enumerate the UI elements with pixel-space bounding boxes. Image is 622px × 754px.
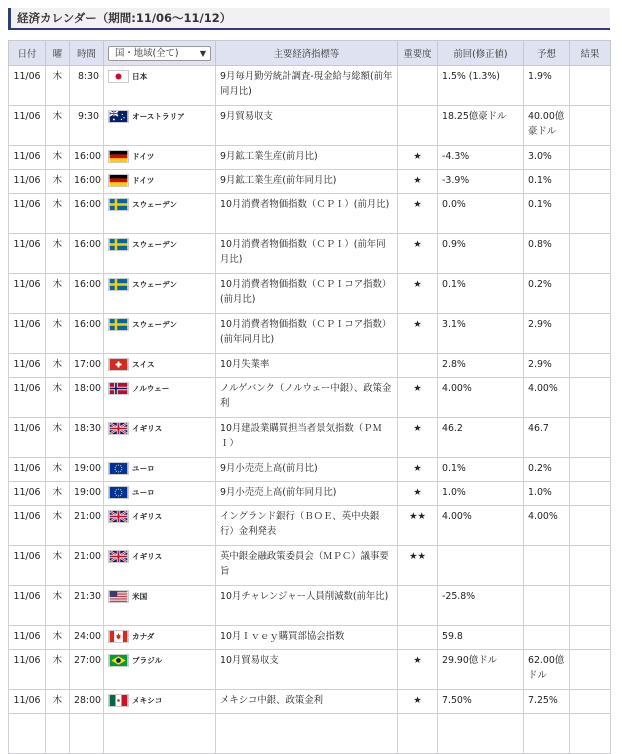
country-name: イギリス: [132, 512, 163, 521]
table-row: [9, 650, 611, 690]
result-cell: [570, 650, 611, 690]
table-row: [9, 690, 611, 714]
weekday-cell: 木: [46, 506, 70, 546]
date-cell: 11/06: [9, 194, 46, 234]
table-row: [9, 194, 611, 234]
weekday-cell: 木: [46, 354, 70, 378]
col-importance: 重要度: [398, 41, 438, 66]
table-row: [9, 354, 611, 378]
forecast-cell: 0.8%: [524, 234, 570, 274]
previous-cell: 0.1%: [438, 274, 524, 314]
flag-uk-icon: [108, 550, 129, 563]
country-name: イギリス: [132, 552, 163, 561]
result-cell: [570, 714, 611, 754]
forecast-cell: 1.9%: [524, 66, 570, 106]
weekday-cell: 木: [46, 66, 70, 106]
country-cell: [104, 170, 216, 194]
forecast-cell: [524, 546, 570, 586]
country-name: スウェーデン: [132, 240, 178, 249]
country-label: [108, 149, 211, 164]
date-cell: 11/06: [9, 354, 46, 378]
result-cell: [570, 690, 611, 714]
country-cell: [104, 586, 216, 626]
indicator-cell: ノルゲバンク（ノルウェー中銀）、政策金利: [216, 378, 398, 418]
country-name: 日本: [132, 72, 148, 81]
time-cell: 8:30: [70, 66, 104, 106]
table-row: [9, 146, 611, 170]
col-country: [104, 41, 216, 66]
col-result: 結果: [570, 41, 611, 66]
result-cell: [570, 170, 611, 194]
date-cell: 11/06: [9, 626, 46, 650]
country-label: [108, 381, 211, 396]
country-name: ブラジル: [132, 656, 163, 665]
country-cell: [104, 354, 216, 378]
date-cell: 11/06: [9, 586, 46, 626]
flag-jp-icon: [108, 70, 129, 83]
forecast-cell: 4.00%: [524, 506, 570, 546]
forecast-cell: 4.00%: [524, 378, 570, 418]
date-cell: 11/06: [9, 106, 46, 146]
previous-cell: 1.5% (1.3%): [438, 66, 524, 106]
country-label: [108, 317, 211, 332]
country-name: オーストラリア: [132, 112, 185, 121]
previous-cell: 4.00%: [438, 378, 524, 418]
indicator-cell: 10月消費者物価指数（ＣＰＩコア指数）(前月比): [216, 274, 398, 314]
country-cell: [104, 194, 216, 234]
time-cell: 17:00: [70, 354, 104, 378]
date-cell: 11/06: [9, 458, 46, 482]
country-cell: [104, 106, 216, 146]
country-label: [108, 693, 211, 708]
country-label: [108, 237, 211, 252]
table-row: [9, 546, 611, 586]
table-row: [9, 482, 611, 506]
flag-no-icon: [108, 382, 129, 395]
result-cell: [570, 506, 611, 546]
result-cell: [570, 458, 611, 482]
country-cell: [104, 146, 216, 170]
country-name: スウェーデン: [132, 280, 178, 289]
forecast-cell: 62.00億ドル: [524, 650, 570, 690]
importance-cell: [398, 354, 438, 378]
col-date: 日付: [9, 41, 46, 66]
country-cell: [104, 690, 216, 714]
country-cell: [104, 506, 216, 546]
forecast-cell: 2.9%: [524, 354, 570, 378]
time-cell: 9:30: [70, 106, 104, 146]
country-name: スウェーデン: [132, 200, 178, 209]
indicator-cell: 10月貿易収支: [216, 650, 398, 690]
previous-cell: 59.8: [438, 626, 524, 650]
time-cell: 24:00: [70, 626, 104, 650]
weekday-cell: 木: [46, 274, 70, 314]
result-cell: [570, 314, 611, 354]
table-row: [9, 714, 611, 754]
country-cell: [104, 714, 216, 754]
country-name: ドイツ: [132, 152, 155, 161]
result-cell: [570, 354, 611, 378]
time-cell: 18:30: [70, 418, 104, 458]
result-cell: [570, 146, 611, 170]
weekday-cell: 木: [46, 194, 70, 234]
table-row: [9, 106, 611, 146]
importance-cell: ★: [398, 274, 438, 314]
previous-cell: 0.0%: [438, 194, 524, 234]
country-label: [108, 421, 211, 436]
country-label: [108, 69, 211, 84]
country-label: [108, 589, 211, 604]
importance-cell: ★: [398, 146, 438, 170]
time-cell: [70, 714, 104, 754]
importance-cell: [398, 626, 438, 650]
flag-eu-icon: [108, 486, 129, 499]
weekday-cell: 木: [46, 234, 70, 274]
country-label: [108, 197, 211, 212]
importance-cell: ★: [398, 690, 438, 714]
result-cell: [570, 626, 611, 650]
date-cell: 11/06: [9, 66, 46, 106]
time-cell: 21:00: [70, 506, 104, 546]
time-cell: 16:00: [70, 314, 104, 354]
importance-cell: ★★: [398, 506, 438, 546]
flag-se-icon: [108, 238, 129, 251]
forecast-cell: [524, 714, 570, 754]
indicator-cell: 10月Ｉｖｅｙ購買部協会指数: [216, 626, 398, 650]
weekday-cell: 木: [46, 458, 70, 482]
table-row: [9, 458, 611, 482]
flag-se-icon: [108, 198, 129, 211]
time-cell: 19:00: [70, 482, 104, 506]
flag-se-icon: [108, 318, 129, 331]
weekday-cell: 木: [46, 106, 70, 146]
time-cell: 19:00: [70, 458, 104, 482]
flag-ca-icon: [108, 630, 129, 643]
time-cell: 21:30: [70, 586, 104, 626]
table-row: [9, 626, 611, 650]
date-cell: 11/06: [9, 170, 46, 194]
country-cell: [104, 314, 216, 354]
forecast-cell: 2.9%: [524, 314, 570, 354]
time-cell: 18:00: [70, 378, 104, 418]
previous-cell: [438, 714, 524, 754]
flag-de-icon: [108, 174, 129, 187]
country-name: ユーロ: [132, 464, 155, 473]
importance-cell: ★: [398, 170, 438, 194]
country-name: ユーロ: [132, 488, 155, 497]
time-cell: 27:00: [70, 650, 104, 690]
flag-mx-icon: [108, 694, 129, 707]
forecast-cell: 3.0%: [524, 146, 570, 170]
date-cell: 11/06: [9, 314, 46, 354]
time-cell: 21:00: [70, 546, 104, 586]
date-cell: [9, 714, 46, 754]
result-cell: [570, 194, 611, 234]
result-cell: [570, 66, 611, 106]
result-cell: [570, 586, 611, 626]
date-cell: 11/06: [9, 482, 46, 506]
flag-au-icon: [108, 110, 129, 123]
result-cell: [570, 418, 611, 458]
weekday-cell: 木: [46, 546, 70, 586]
table-row: [9, 586, 611, 626]
table-row: [9, 234, 611, 274]
table-row: [9, 170, 611, 194]
previous-cell: -3.9%: [438, 170, 524, 194]
importance-cell: ★: [398, 650, 438, 690]
country-filter-value: 国・地域(全て): [115, 47, 179, 59]
country-cell: [104, 482, 216, 506]
weekday-cell: 木: [46, 146, 70, 170]
country-label: [108, 629, 211, 644]
indicator-cell: 9月小売売上高(前月比): [216, 458, 398, 482]
forecast-cell: 0.2%: [524, 274, 570, 314]
table-row: [9, 314, 611, 354]
country-name: カナダ: [132, 632, 155, 641]
weekday-cell: 木: [46, 378, 70, 418]
flag-us-icon: [108, 590, 129, 603]
indicator-cell: 10月チャレンジャー人員削減数(前年比): [216, 586, 398, 626]
importance-cell: ★: [398, 418, 438, 458]
time-cell: 16:00: [70, 234, 104, 274]
table-row: [9, 66, 611, 106]
forecast-cell: [524, 586, 570, 626]
country-cell: [104, 234, 216, 274]
indicator-cell: 10月失業率: [216, 354, 398, 378]
time-cell: 16:00: [70, 170, 104, 194]
date-cell: 11/06: [9, 234, 46, 274]
previous-cell: 1.0%: [438, 482, 524, 506]
country-label: [108, 549, 211, 564]
flag-uk-icon: [108, 510, 129, 523]
importance-cell: ★: [398, 378, 438, 418]
result-cell: [570, 274, 611, 314]
indicator-cell: 10月消費者物価指数（ＣＰＩ）(前月比): [216, 194, 398, 234]
time-cell: 16:00: [70, 274, 104, 314]
weekday-cell: 木: [46, 314, 70, 354]
previous-cell: 7.50%: [438, 690, 524, 714]
indicator-cell: 10月消費者物価指数（ＣＰＩコア指数）(前年同月比): [216, 314, 398, 354]
flag-se-icon: [108, 278, 129, 291]
table-row: [9, 418, 611, 458]
importance-cell: [398, 66, 438, 106]
indicator-cell: 9月鉱工業生産(前年同月比): [216, 170, 398, 194]
country-cell: [104, 458, 216, 482]
table-row: [9, 274, 611, 314]
date-cell: 11/06: [9, 546, 46, 586]
previous-cell: 29.90億ドル: [438, 650, 524, 690]
forecast-cell: [524, 626, 570, 650]
flag-de-icon: [108, 150, 129, 163]
result-cell: [570, 106, 611, 146]
previous-cell: 4.00%: [438, 506, 524, 546]
indicator-cell: イングランド銀行（ＢＯＥ、英中央銀行）金利発表: [216, 506, 398, 546]
country-filter-select[interactable]: [108, 46, 211, 61]
time-cell: 16:00: [70, 194, 104, 234]
country-name: メキシコ: [132, 696, 163, 705]
importance-cell: ★: [398, 458, 438, 482]
previous-cell: 46.2: [438, 418, 524, 458]
flag-uk-icon: [108, 422, 129, 435]
previous-cell: 3.1%: [438, 314, 524, 354]
result-cell: [570, 378, 611, 418]
country-label: [108, 357, 211, 372]
weekday-cell: [46, 714, 70, 754]
country-cell: [104, 626, 216, 650]
previous-cell: [438, 546, 524, 586]
importance-cell: ★: [398, 194, 438, 234]
country-name: ドイツ: [132, 176, 155, 185]
date-cell: 11/06: [9, 274, 46, 314]
importance-cell: [398, 106, 438, 146]
result-cell: [570, 482, 611, 506]
country-name: ノルウェー: [132, 384, 170, 393]
table-header-row: [9, 41, 611, 66]
date-cell: 11/06: [9, 146, 46, 170]
col-weekday: 曜: [46, 41, 70, 66]
table-row: [9, 506, 611, 546]
country-name: イギリス: [132, 424, 163, 433]
country-name: スウェーデン: [132, 320, 178, 329]
country-label: [108, 109, 211, 124]
flag-ch-icon: [108, 358, 129, 371]
country-name: 米国: [132, 592, 148, 601]
indicator-cell: 英中銀金融政策委員会（ＭＰＣ）議事要旨: [216, 546, 398, 586]
table-row: [9, 378, 611, 418]
flag-br-icon: [108, 654, 129, 667]
indicator-cell: 9月鉱工業生産(前月比): [216, 146, 398, 170]
importance-cell: ★★: [398, 546, 438, 586]
col-time: 時間: [70, 41, 104, 66]
country-label: [108, 461, 211, 476]
indicator-cell: メキシコ中銀、政策金利: [216, 690, 398, 714]
forecast-cell: 0.2%: [524, 458, 570, 482]
forecast-cell: 46.7: [524, 418, 570, 458]
importance-cell: ★: [398, 482, 438, 506]
result-cell: [570, 234, 611, 274]
previous-cell: 0.1%: [438, 458, 524, 482]
col-forecast: 予想: [524, 41, 570, 66]
country-label: [108, 485, 211, 500]
previous-cell: 2.8%: [438, 354, 524, 378]
country-cell: [104, 274, 216, 314]
chevron-down-icon: ▼: [199, 48, 206, 58]
date-cell: 11/06: [9, 506, 46, 546]
forecast-cell: 7.25%: [524, 690, 570, 714]
country-cell: [104, 418, 216, 458]
forecast-cell: 0.1%: [524, 170, 570, 194]
page-title: 経済カレンダー（期間:11/06〜11/12）: [8, 8, 610, 30]
date-cell: 11/06: [9, 650, 46, 690]
indicator-cell: [216, 714, 398, 754]
weekday-cell: 木: [46, 482, 70, 506]
weekday-cell: 木: [46, 650, 70, 690]
date-cell: 11/06: [9, 378, 46, 418]
date-cell: 11/06: [9, 418, 46, 458]
country-cell: [104, 650, 216, 690]
indicator-cell: 9月貿易収支: [216, 106, 398, 146]
weekday-cell: 木: [46, 690, 70, 714]
importance-cell: ★: [398, 314, 438, 354]
previous-cell: -25.8%: [438, 586, 524, 626]
time-cell: 16:00: [70, 146, 104, 170]
country-label: [108, 277, 211, 292]
result-cell: [570, 546, 611, 586]
weekday-cell: 木: [46, 418, 70, 458]
weekday-cell: 木: [46, 586, 70, 626]
indicator-cell: 10月建設業購買担当者景気指数（ＰＭＩ）: [216, 418, 398, 458]
previous-cell: 0.9%: [438, 234, 524, 274]
indicator-cell: 9月小売売上高(前年同月比): [216, 482, 398, 506]
importance-cell: [398, 714, 438, 754]
economic-calendar-table: [8, 40, 611, 754]
col-previous: 前回(修正値): [438, 41, 524, 66]
country-cell: [104, 66, 216, 106]
country-cell: [104, 546, 216, 586]
weekday-cell: 木: [46, 626, 70, 650]
col-indicator: 主要経済指標等: [216, 41, 398, 66]
country-label: [108, 653, 211, 668]
previous-cell: 18.25億豪ドル: [438, 106, 524, 146]
indicator-cell: 10月消費者物価指数（ＣＰＩ）(前年同月比): [216, 234, 398, 274]
date-cell: 11/06: [9, 690, 46, 714]
weekday-cell: 木: [46, 170, 70, 194]
forecast-cell: 1.0%: [524, 482, 570, 506]
forecast-cell: 0.1%: [524, 194, 570, 234]
indicator-cell: 9月毎月勤労統計調査-現金給与総額(前年同月比): [216, 66, 398, 106]
time-cell: 28:00: [70, 690, 104, 714]
country-name: スイス: [132, 360, 155, 369]
country-label: [108, 173, 211, 188]
flag-eu-icon: [108, 462, 129, 475]
country-cell: [104, 378, 216, 418]
importance-cell: ★: [398, 234, 438, 274]
country-label: [108, 509, 211, 524]
forecast-cell: 40.00億豪ドル: [524, 106, 570, 146]
previous-cell: -4.3%: [438, 146, 524, 170]
importance-cell: [398, 586, 438, 626]
